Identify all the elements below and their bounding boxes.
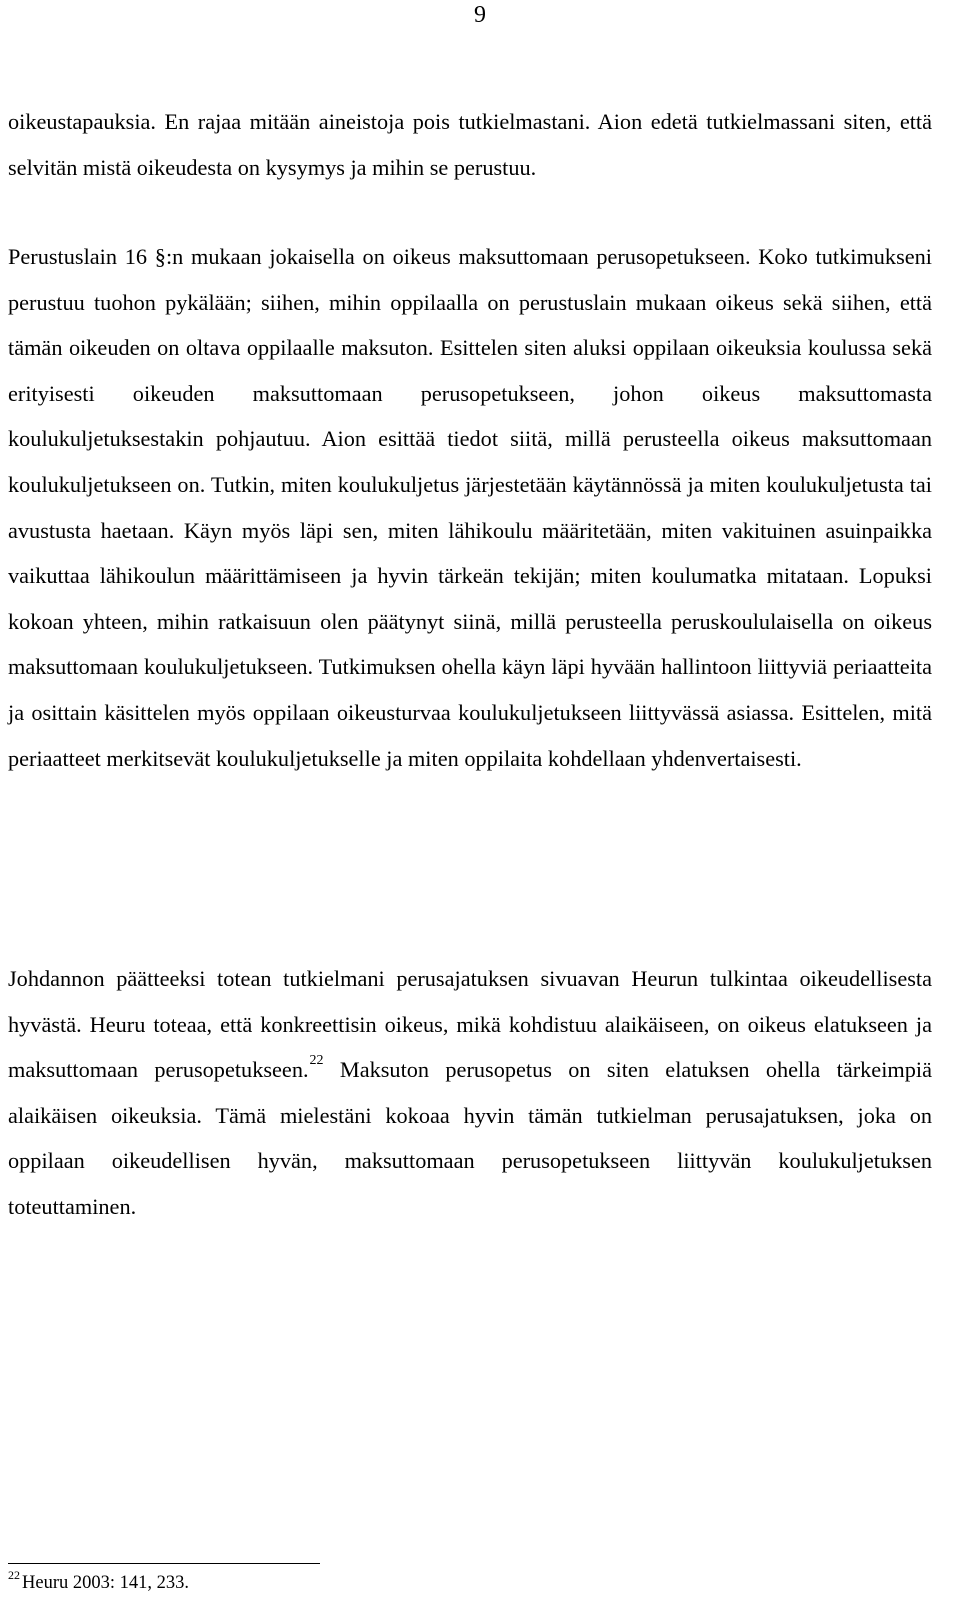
paragraph-1: oikeustapauksia. En rajaa mitään aineistoja pois tutkielmastani. Aion edetä tutkielmassani siten, että selvitän mistä oikeudesta on kysymys ja mihin se perustuu.	[8, 109, 932, 180]
footnote-text: Heuru 2003: 141, 233.	[22, 1573, 189, 1593]
footnote-separator	[8, 1563, 320, 1564]
paragraph-3-text-end: Maksuton perusopetus on siten elatuksen ohella tärkeimpiä alaikäisen oikeuksia. Tämä mielestäni kokoaa hyvin tämän tutkielman perusajatuksen, joka on oppilaan oikeudellisen hyvän, maksuttomaan perusopetukseen liittyvän koulukuljetuksen toteuttaminen.	[8, 1057, 932, 1219]
page-number: 9	[474, 2, 486, 28]
paragraph-2: Perustuslain 16 §:n mukaan jokaisella on oikeus maksuttomaan perusopetukseen. Koko tutkimukseni perustuu tuohon pykälään; siihen, mihin oppilaalla on perustuslain mukaan oikeus sekä siihen, että tämän oikeuden on oltava oppilaalle maksuton. Esittelen siten aluksi oppilaan oikeuksia koulussa sekä erityisesti oikeuden maksuttomaan perusopetukseen, johon oikeus maksuttomasta koulukuljetuksestakin pohjautuu. Aion esittää tiedot siitä, millä perusteella oikeus maksuttomaan koulukuljetukseen on. Tutkin, miten koulukuljetus järjestetään käytännössä ja miten koulukuljetusta tai avustusta haetaan. Käyn myös läpi sen, miten lähikoulu määritetään, miten vakituinen asuinpaikka vaikuttaa lähikoulun määrittämiseen ja hyvin tärkeän tekijän; miten koulumatka mitataan. Lopuksi kokoan yhteen, mihin ratkaisuun olen päätynyt siinä, millä perusteella peruskoululaisella on oikeus maksuttomaan koulukuljetukseen. Tutkimuksen ohella käyn läpi hyvään hallintoon liittyviä periaatteita ja osittain käsittelen myös oppilaan oikeusturvaa koulukuljetukseen liittyvässä asiassa. Esittelen, mitä periaatteet merkitsevät koulukuljetukselle ja miten oppilaita kohdellaan yhdenvertaisesti.	[8, 244, 932, 771]
footnote-number: 22	[8, 1568, 20, 1582]
paragraph-3	[8, 956, 932, 1230]
paragraph-3-text-start: Johdannon päätteeksi totean tutkielmani perusajatuksen sivuavan Heurun tulkintaa oikeudellisesta hyvästä. Heuru toteaa, että konkreettisin oikeus, mikä kohdistuu alaikäiseen, on oikeus elatukseen ja maksuttomaan perusopetukseen.	[8, 966, 932, 1083]
footnote	[8, 1568, 189, 1598]
footnote-reference: 22	[309, 1053, 324, 1069]
